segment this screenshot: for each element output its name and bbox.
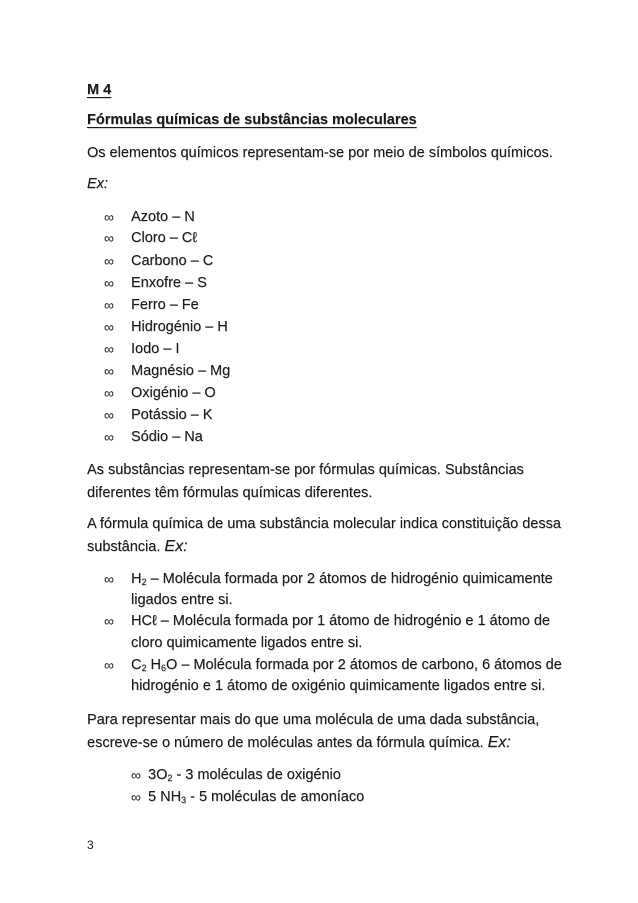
formula bbox=[131, 657, 177, 673]
formula-part: 3O bbox=[148, 767, 168, 783]
bullet-icon: ∞ bbox=[104, 571, 114, 587]
list-item: Sódio – Na bbox=[131, 429, 203, 445]
list-item: Iodo – I bbox=[131, 341, 180, 357]
formula bbox=[131, 571, 147, 587]
molecule-item-line-1 bbox=[131, 570, 553, 588]
paragraph-formula-line-2 bbox=[87, 538, 188, 556]
bullet-icon: ∞ bbox=[131, 767, 141, 783]
bullet-icon: ∞ bbox=[104, 275, 114, 291]
bullet-icon: ∞ bbox=[104, 209, 114, 225]
molecule-description: – Molécula formada por 2 átomos de hidrogénio quimicamente bbox=[146, 571, 553, 587]
paragraph-multiple-line-2 bbox=[87, 734, 511, 752]
list-item: Hidrogénio – H bbox=[131, 319, 228, 335]
bullet-icon: ∞ bbox=[104, 230, 114, 246]
formula-subscript: 6 bbox=[161, 663, 167, 673]
formula-part: 5 NH bbox=[148, 789, 182, 805]
bullet-icon: ∞ bbox=[104, 341, 114, 357]
molecule-item-line-2: cloro quimicamente ligados entre si. bbox=[131, 635, 363, 651]
paragraph-multiple-line-1: Para representar mais do que uma molécula de uma dada substância, bbox=[87, 712, 540, 728]
formula-part: H bbox=[131, 571, 142, 587]
bullet-icon: ∞ bbox=[104, 297, 114, 313]
bullet-icon: ∞ bbox=[104, 363, 114, 379]
bullet-icon: ∞ bbox=[104, 613, 114, 629]
paragraph-substances-line-1: As substâncias representam-se por fórmulas químicas. Substâncias bbox=[87, 462, 524, 478]
list-item: Enxofre – S bbox=[131, 275, 207, 291]
example-description: - 5 moléculas de amoníaco bbox=[186, 789, 365, 805]
molecule-description: – Molécula formada por 2 átomos de carbono, 6 átomos de bbox=[177, 657, 562, 673]
example-label-1: Ex: bbox=[87, 176, 108, 192]
list-item: Cloro – Cℓ bbox=[131, 230, 197, 246]
bullet-icon: ∞ bbox=[104, 385, 114, 401]
formula-subscript: 2 bbox=[141, 577, 147, 587]
bullet-icon: ∞ bbox=[104, 407, 114, 423]
example-label-2: Ex: bbox=[164, 538, 188, 555]
paragraph-formula-text: substância. bbox=[87, 539, 161, 555]
example-label-3: Ex: bbox=[487, 734, 511, 751]
molecule-item-line-1 bbox=[131, 612, 550, 630]
example-item bbox=[148, 766, 341, 784]
list-item: Potássio – K bbox=[131, 407, 213, 423]
formula-part: O bbox=[166, 657, 178, 673]
bullet-icon: ∞ bbox=[104, 429, 114, 445]
bullet-icon: ∞ bbox=[131, 789, 141, 805]
paragraph-formula-line-1: A fórmula química de uma substância molecular indica constituição dessa bbox=[87, 516, 561, 532]
example-description: - 3 moléculas de oxigénio bbox=[172, 767, 341, 783]
molecule-item-line-1 bbox=[131, 656, 562, 674]
paragraph-multiple-text: escreve-se o número de moléculas antes da fórmula química. bbox=[87, 735, 484, 751]
example-item bbox=[148, 788, 364, 806]
formula-part: H bbox=[146, 657, 161, 673]
molecule-item-line-2: ligados entre si. bbox=[131, 592, 233, 608]
list-item: Azoto – N bbox=[131, 209, 195, 225]
formula-subscript: 2 bbox=[141, 663, 147, 673]
list-item: Carbono – C bbox=[131, 253, 214, 269]
formula: HCℓ bbox=[131, 613, 157, 629]
molecule-item-line-2: hidrogénio e 1 átomo de oxigénio quimicamente ligados entre si. bbox=[131, 678, 546, 694]
bullet-icon: ∞ bbox=[104, 319, 114, 335]
module-heading: M 4 bbox=[87, 82, 112, 98]
formula-part: C bbox=[131, 657, 142, 673]
formula-subscript: 2 bbox=[167, 773, 173, 783]
list-item: Magnésio – Mg bbox=[131, 363, 231, 379]
paragraph-substances-line-2: diferentes têm fórmulas químicas diferentes. bbox=[87, 485, 373, 501]
bullet-icon: ∞ bbox=[104, 253, 114, 269]
bullet-icon: ∞ bbox=[104, 657, 114, 673]
section-title: Fórmulas químicas de substâncias moleculares bbox=[87, 112, 417, 128]
list-item: Ferro – Fe bbox=[131, 297, 199, 313]
page-number: 3 bbox=[87, 838, 94, 852]
formula-subscript: 3 bbox=[181, 795, 187, 805]
molecule-description: – Molécula formada por 1 átomo de hidrogénio e 1 átomo de bbox=[156, 613, 550, 629]
intro-text: Os elementos químicos representam-se por meio de símbolos químicos. bbox=[87, 145, 553, 161]
list-item: Oxigénio – O bbox=[131, 385, 216, 401]
